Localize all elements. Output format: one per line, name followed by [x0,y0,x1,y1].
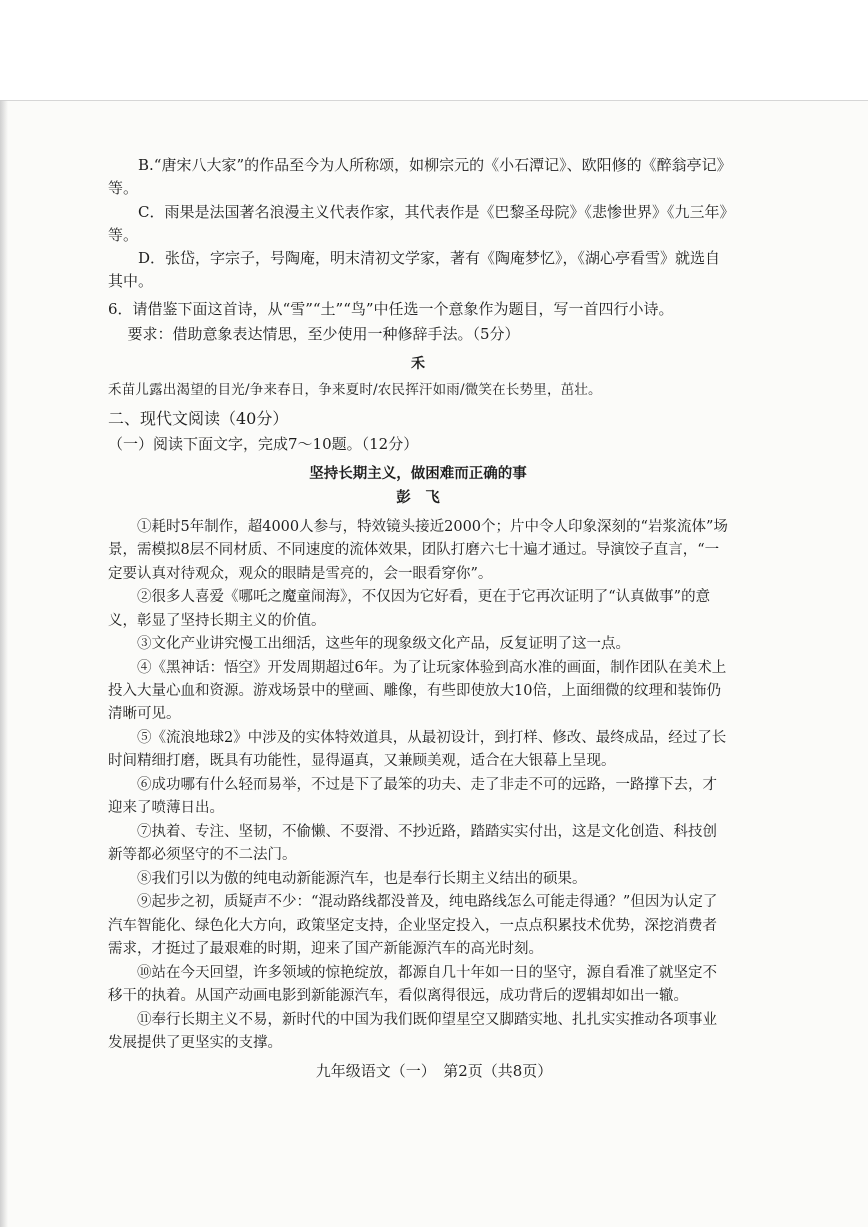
article-paragraph-6: ⑥成功哪有什么轻而易举，不过是下了最笨的功夫、走了非走不可的远路，一路撑下去，才迎来了喷薄日出。 [108,776,717,817]
section2-heading: 二、现代文阅读（40分） [108,408,289,428]
article-paragraph-3: ③文化产业讲究慢工出细活，这些年的现象级文化产品，反复证明了这一点。 [137,636,630,653]
article-paragraph-2: ②很多人喜爱《哪吒之魔童闹海》，不仅因为它好看，更在于它再次证明了“认真做事”的意义，彰显了坚持长期主义的价值。 [108,589,711,629]
poem-body: 禾苗儿露出渴望的目光/争来春日，争来夏时/农民挥汗如雨/微笑在长势里，茁壮。 [108,381,602,398]
option-b: B.“唐宋八大家”的作品至今为人所称颂，如柳宗元的《小石潭记》、欧阳修的《醉翁亭记》等。 [108,156,725,198]
page-footer: 九年级语文（一） 第2页（共8页） [315,1062,553,1080]
article-title: 坚持长期主义，做困难而正确的事 [309,464,527,482]
article-paragraph-10: ⑩站在今天回望，许多领域的惊艳绽放，都源自几十年如一日的坚守，源自看准了就坚定不移干的执着。从国产动画电影到新能源汽车，看似离得很远，成功背后的逻辑却如出一辙。 [108,964,717,1005]
option-d: D．张岱，字宗子，号陶庵，明末清初文学家，著有《陶庵梦忆》，《湖心亭看雪》就选自其中。 [108,249,721,291]
article-body [108,516,728,1056]
option-c: C．雨果是法国著名浪漫主义代表作家，其代表作是《巴黎圣母院》《悲惨世界》《九三年》等。 [108,202,727,244]
question6 [108,298,728,401]
question5-options [108,154,728,294]
question6-requirement: 要求：借助意象表达情思，至少使用一种修辞手法。（5分） [127,324,520,343]
question6-prompt: 6．请借鉴下面这首诗，从“雪”“土”“鸟”中任选一个意象作为题目，写一首四行小诗。 [108,299,674,318]
article-paragraph-5: ⑤《流浪地球2》中涉及的实体特效道具，从最初设计，到打样、修改、最终成品，经过了长时间精细打磨，既具有功能性，显得逼真，又兼顾美观，适合在大银幕上呈现。 [108,729,727,770]
article-paragraph-4: ④《黑神话：悟空》开发周期超过6年。为了让玩家体验到高水准的画面，制作团队在美术上投入大量心血和资源。游戏场景中的壁画、雕像，有些即使放大10倍，上面细微的纹理和装饰仍清晰可见。 [108,659,727,723]
article-author: 彭飞 [396,489,455,507]
section2-subheading: （一）阅读下面文字，完成7～10题。（12分） [108,435,419,454]
scan-margin-top [0,0,868,101]
poem-title: 禾 [411,356,425,372]
article-paragraph-9: ⑨起步之初，质疑声不少：“混动路线都没普及，纯电路线怎么可能走得通？”但因为认定了汽车智能化、绿色化大方向，政策坚定支持，企业坚定投入，一点点积累技术优势，深挖消费者需求，才挺过了最艰难的时期，迎来了国产新能源汽车的高光时刻。 [108,894,718,958]
article-paragraph-8: ⑧我们引以为傲的纯电动新能源汽车，也是奉行长期主义结出的硕果。 [137,870,587,887]
article-paragraph-7: ⑦执着、专注、坚韧，不偷懒、不耍滑、不抄近路，踏踏实实付出，这是文化创造、科技创新等都必须坚守的不二法门。 [108,823,717,864]
exam-page [108,154,728,1056]
scan-shadow-left [0,100,8,1227]
article-paragraph-11: ⑪奉行长期主义不易，新时代的中国为我们既仰望星空又脚踏实地、扎扎实实推动各项事业发展提供了更坚实的支撑。 [108,1011,717,1052]
article-paragraph-1: ①耗时5年制作，超4000人参与，特效镜头接近2000个；片中令人印象深刻的“岩浆流体”场景，需模拟8层不同材质、不同速度的流体效果，团队打磨六七十遍才通过。导演饺子直言，“一定要认真对待观众，观众的眼睛是雪亮的，会一眼看穿你”。 [108,518,728,582]
